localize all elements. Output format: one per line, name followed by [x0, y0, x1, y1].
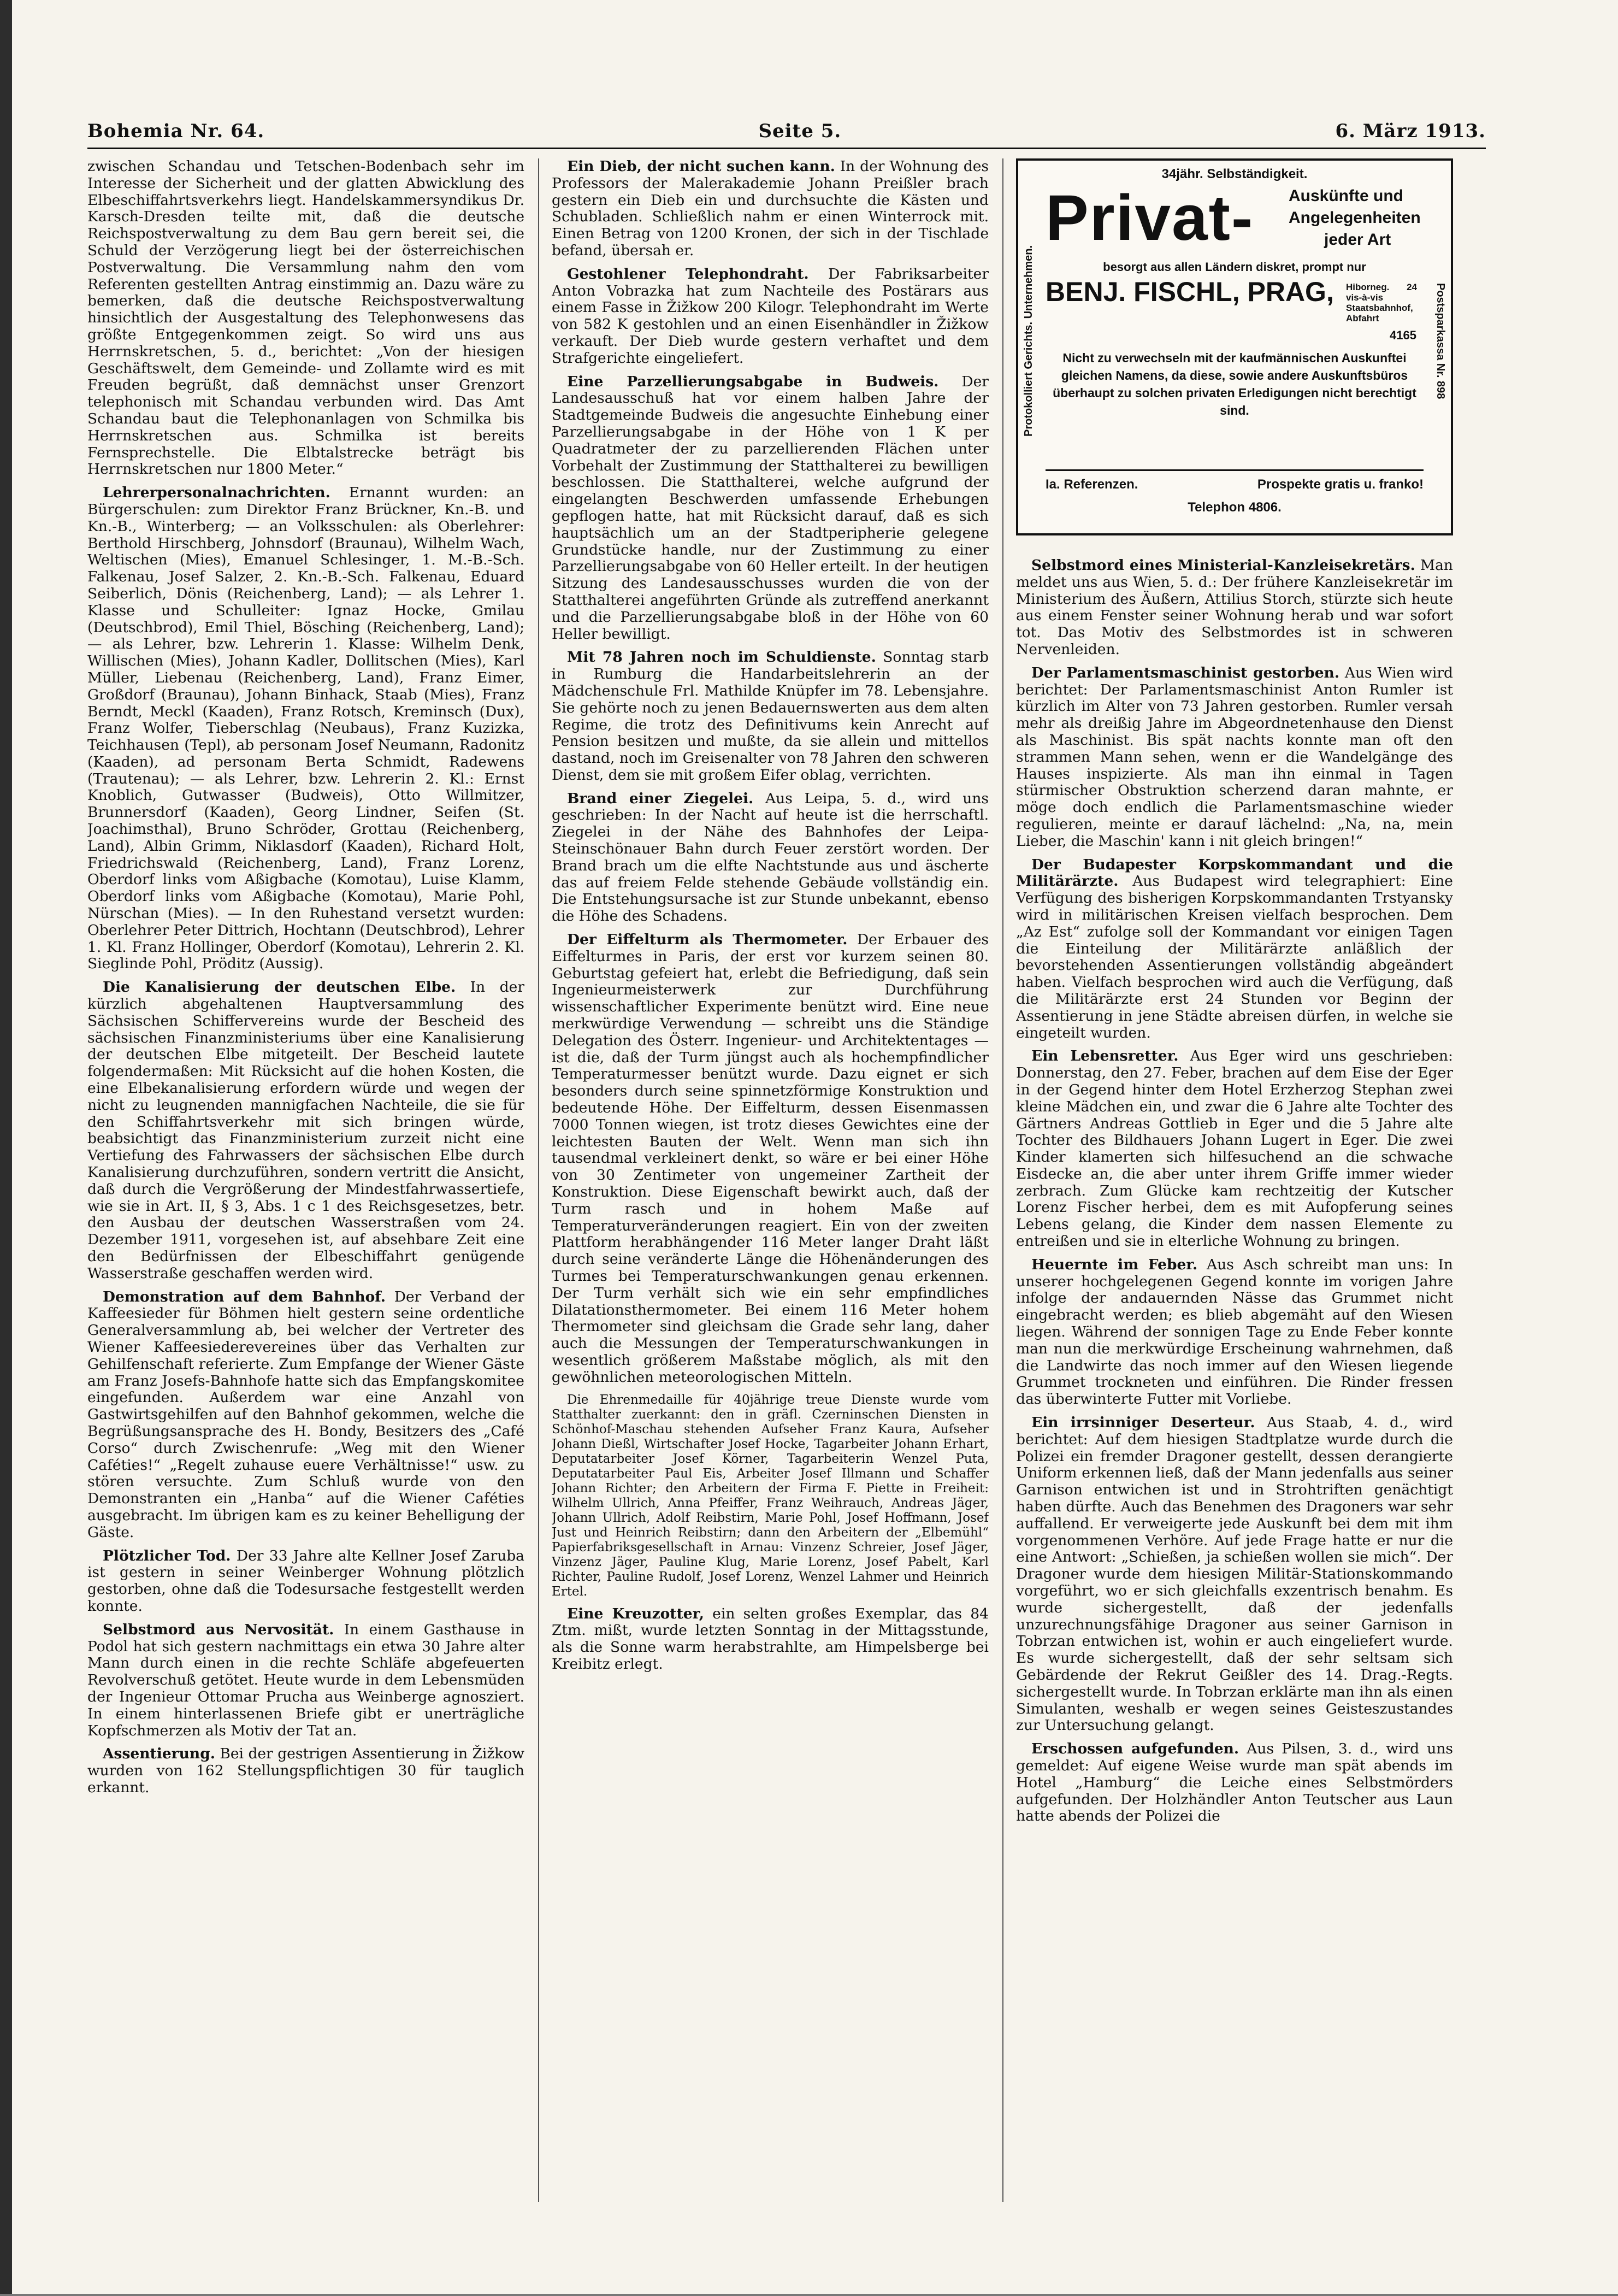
article-headline: Heuernte im Feber.: [1031, 1256, 1198, 1273]
article-body: Die Ehrenmedaille für 40jährige treue Dienste wurde vom Statthalter zuerkannt: den in gräfl. Czerninschen Diensten in Schönhof-Maschau stehenden Aufseher Franz Kaura, Aufseher Johann Dießl, Wirtschafter Josef Hocke, Tagarbeiter Johann Erhart, Deputatarbeiter Josef Körner, Tagarbeiterin Wenzel Puta, Deputatarbeiter Paul Eis, Arbeiter Josef Illmann und Schaffer Johann Richter; den Arbeitern der Firma F. Piette in Freiheit: Wilhelm Ullrich, Anna Pfeiffer, Franz Weihrauch, Andreas Jäger, Johann Ullrich, Adolf Reibstirn, Marie Pohl, Josef Hoffmann, Josef Just und Heinrich Reibstirn; dann den Arbeitern der „Elbemühl“ Papierfabriksgesellschaft in Arnau: Vinzenz Schreier, Josef Jäger, Vinzenz Jäger, Pauline Klug, Marie Lorenz, Josef Pabelt, Karl Richter, Pauline Rudolf, Josef Lorenz, Wenzel Lahmer und Heinrich Ertel.: [552, 1392, 989, 1599]
ad-telephone: Telephon 4806.: [1188, 500, 1282, 515]
ad-line-1: besorgt aus allen Ländern diskret, prompt nur: [1103, 260, 1366, 274]
article-headline: Demonstration auf dem Bahnhof.: [103, 1288, 386, 1305]
article-body: Aus Asch schreibt man uns: In unserer hochgelegenen Gegend konnte im vorigen Jahre infolge der andauernden Nässe das Grummet nicht eingebracht werden; es blieb abgemäht auf den Wiesen liegen. Während der sonnigen Tage zu Ende Feber konnte man nun die merkwürdige Erscheinung wahrnehmen, daß die Landwirte das noch immer auf den Wiesen liegende Grummet trockneten und einführen. Die Rinder fressen das überwinterte Futter mit Vorliebe.: [1016, 1256, 1453, 1408]
article-body: Man meldet uns aus Wien, 5. d.: Der frühere Kanzleisekretär im Ministerium des Äußern, Attilius Storch, stürzte sich heute aus einem Fenster seiner Wohnung herab und war sofort tot. Das Motiv des Selbstmordes ist in schweren Nervenleiden.: [1016, 557, 1453, 658]
article-headline: Eine Kreuzotter,: [567, 1605, 704, 1622]
article-body: Der Verband der Kaffeesieder für Böhmen hielt gestern seine ordentliche Generalversammlung ab, bei welcher der Vertreter des Wiener Kaffeesiederevereines über das Verhalten zur Gehilfenschaft referierte. Zum Empfange der Wiener Gäste am Franz Josefs-Bahnhofe hatte sich das Empfangskomitee eingefunden. Außerdem war eine Anzahl von Gastwirtsgehilfen auf den Bahnhof gekommen, welche die Begrüßungsansprache des H. Bondy, Besitzers des „Café Corso“ durch Zwischenrufe: „Weg mit den Wiener Caféties!“ „Regelt zuhause euere Verhältnisse!“ usw. zu stören versuchte. Zum Schluß wurde von den Demonstranten ein „Hanba“ auf die Wiener Caféties ausgebracht. Im übrigen kam es zu keiner Behelligung der Gäste.: [87, 1288, 524, 1541]
ad-subhead-2: Angelegenheiten: [1289, 209, 1421, 227]
article-paragraph: [1016, 665, 1453, 850]
article-paragraph: [1016, 1415, 1453, 1734]
article-headline: Der Eiffelturm als Thermometer.: [567, 931, 848, 949]
article-headline: Der Budapester Korpskommandant und die Militärärzte.: [1016, 856, 1453, 890]
article-paragraph: [1016, 857, 1453, 1042]
article-body: Aus Eger wird uns geschrieben: Donnerstag, den 27. Feber, brachen auf dem Eise der Eger in der Gegend hinter dem Hotel Erzherzog Stephan zwei kleine Mädchen ein, und zwar die 6 Jahre alte Tochter des Gärtners Andreas Gottlieb in Eger und die 5 Jahre alte Tochter des Bildhauers Johann Lugert in Eger. Die zwei Kinder klamerten sich hilfesuchend an die schwache Eisdecke an, die aber unter ihrem Griffe immer wieder zerbrach. Zum Glücke kam rechtzeitig der Kutscher Lorenz Fischer herbei, dem es mit Aufopferung seines Lebens gelang, die Kinder dem nassen Elemente zu entreißen und sie in elterliche Wohnung zu bringen.: [1016, 1047, 1453, 1250]
article-headline: Assentierung.: [103, 1745, 215, 1763]
ad-side-text-left: Protokolliert Gerichts. Unternehmen.: [1023, 245, 1035, 437]
article-paragraph: [87, 158, 524, 478]
article-headline: Erschossen aufgefunden.: [1031, 1740, 1239, 1758]
article-paragraph: [552, 1606, 989, 1673]
article-body: Bei der gestrigen Assentierung in Žižkow wurden von 162 Stellungspflichtigen 30 für tauglich erkannt.: [87, 1745, 524, 1796]
scan-edge: [0, 0, 12, 2296]
article-body: Der 33 Jahre alte Kellner Josef Zaruba ist gestern in seiner Weinberger Wohnung plötzlich gestorben, ohne daß die Todesursache festgestellt werden konnte.: [87, 1547, 524, 1615]
article-paragraph: [87, 1289, 524, 1541]
article-paragraph: [87, 1548, 524, 1615]
scan-edge-bottom: [0, 2294, 1618, 2296]
article-body: Ernannt wurden: an Bürgerschulen: zum Direktor Franz Brückner, Kn.-B. und Kn.-B., Winterberg; — an Volksschulen: als Oberlehrer: Berthold Hirschberg, Johnsdorf (Braunau), Wilhelm Wach, Weltischen (Mies), Emanuel Schlesinger, 1. M.-B.-Sch. Falkenau, Josef Salzer, 2. Kn.-B.-Sch. Falkenau, Eduard Seiberlich, Dönis (Reichenberg, Land); — als Lehrer 1. Klasse und Schulleiter: Ignaz Hocke, Gmilau (Deutschbrod), Emil Thiel, Bösching (Reichenberg, Land); — als Lehrer, bzw. Lehrerin 1. Klasse: Wilhelm Denk, Willischen (Mies), Johann Kadler, Dollitschen (Mies), Karl Müller, Liebenau (Reichenberg, Land), Franz Eimer, Großdorf (Braunau), Johann Binhack, Staab (Mies), Franz Berndt, Meckl (Kaaden), Franz Rotsch, Kreminsch (Dux), Franz Wolfer, Tieberschlag (Neubaus), Franz Kuzizka, Teichhausen (Tepl), ab personam Josef Neumann, Radonitz (Kaaden), ad personam Berta Schmidt, Radewens (Trautenau); — als Lehrer, bzw. Lehrerin 2. Kl.: Ernst Knoblich, Gutwasser (Budweis), Otto Willmitzer, Brunnersdorf (Kaaden), Georg Lindner, Seifen (St. Joachimsthal), Bruno Schröder, Grottau (Reichenberg, Land), Albin Grimm, Niklasdorf (Kaaden), Richard Holt, Friedrichswald (Reichenberg, Land), Franz Lorenz, Oberdorf links vom Aßigbache (Komotau), Luise Klamm, Oberdorf links vom Aßigbache (Komotau), Marie Pohl, Nürschan (Mies). — In den Ruhestand versetzt wurden: Oberlehrer Peter Dittrich, Hochtann (Deutschbrod), Lehrer 1. Kl. Franz Hollinger, Oberdorf (Komotau), Lehrerin 2. Kl. Sieglinde Pohl, Pröditz (Aussig).: [87, 484, 524, 973]
article-body: Aus Pilsen, 3. d., wird uns gemeldet: Auf eigene Weise wurde man spät abends im Hotel „Hamburg“ die Leiche eines Selbstmörders aufgefunden. Der Holzhändler Anton Teutscher aus Laun hatte abends der Polizei die: [1016, 1740, 1453, 1825]
column-rule: [1002, 158, 1003, 2202]
ad-headline: Privat-: [1046, 182, 1254, 254]
ad-phone-number: 4165: [1390, 328, 1416, 342]
ad-disclaimer: Nicht zu verwechseln mit der kaufmännischen Auskunftei gleichen Namens, da diese, sowie andere Auskunftsbüros überhaupt zu solchen privaten Erledigungen nicht berechtigt sind.: [1053, 351, 1416, 417]
header-date: 6. März 1913.: [1335, 120, 1486, 142]
article-paragraph: [87, 1746, 524, 1796]
article-body: Der Fabriksarbeiter Anton Vobrazka hat zum Nachteile des Postärars aus einem Fasse in Žižkow 200 Kilogr. Telephondraht im Werte von 582 K gestohlen und an einen Eisenhändler in Žižkow verkauft. Der Dieb wurde gestern verhaftet und dem Strafgerichte eingeliefert.: [552, 265, 989, 367]
article-paragraph: [87, 979, 524, 1282]
article-headline: Eine Parzellierungsabgabe in Budweis.: [567, 373, 939, 390]
article-headline: Ein Dieb, der nicht suchen kann.: [567, 158, 835, 175]
article-paragraph: [552, 266, 989, 367]
article-body: In der kürzlich abgehaltenen Hauptversammlung des Sächsischen Schiffervereins wurde der Bescheid des sächsischen Finanzministeriums über eine Kanalisierung der deutschen Elbe mitgeteilt. Der Bescheid lautete folgendermaßen: Mit Rücksicht auf die hohen Kosten, die eine Elbekanalisierung erfordern würde und wegen der nicht zu leugnenden mannigfachen Nachteile, die sie für den Schiffahrtsverkehr mit sich bringen würde, beabsichtigt das Finanzministerium zurzeit nicht eine Vertiefung des Fahrwassers der sächsischen Elbe durch Kanalisierung durchzuführen, sondern vertritt die Ansicht, daß durch die Vergrößerung der Mindestfahrwassertiefe, wie sie in Art. II, § 3, Abs. 1 c 1 des Reichsgesetzes, betr. den Ausbau der deutschen Wasserstraßen vom 24. Dezember 1911, vorgesehen ist, auf absehbare Zeit eine den Bedürfnissen der Elbeschiffahrt genügende Wasserstraße geschaffen werden wird.: [87, 979, 524, 1282]
article-paragraph: [552, 791, 989, 925]
article-paragraph: [552, 649, 989, 784]
article-paragraph: [1016, 1048, 1453, 1250]
column-rule: [538, 158, 539, 2202]
ad-subhead-3: jeder Art: [1324, 231, 1391, 249]
article-headline: Die Kanalisierung der deutschen Elbe.: [103, 979, 456, 996]
article-paragraph: [552, 374, 989, 643]
ad-business-name: BENJ. FISCHL, PRAG,: [1046, 276, 1334, 307]
article-headline: Selbstmord aus Nervosität.: [103, 1621, 334, 1638]
article-headline: Lehrerpersonalnachrichten.: [103, 484, 330, 502]
article-body: Der Landesausschuß hat vor einem halben Jahre der Stadtgemeinde Budweis die angesuchte Einhebung einer Parzellierungsabgabe in der Höhe von 1 K per Quadratmeter der zu parzellierenden Flächen unter Vorbehalt der Zustimmung der Statthalterei zu bewilligen beschlossen. Die Statthalterei, welche aufgrund der eingelangten Beschwerden umfassende Erhebungen gepflogen hatte, hat mit Rücksicht darauf, daß es sich hauptsächlich um an der Stadtperipherie gelegene Grundstücke handle, nur der Zustimmung zu einer Parzellierungsabgabe von 60 Heller erteilt. In der heutigen Sitzung des Landesausschusses wurden die von der Statthalterei angeführten Gründe als zutreffend anerkannt und die Parzellierungsabgabe bloß in der Höhe von 60 Heller bewilligt.: [552, 373, 989, 643]
column-2: [552, 158, 989, 2235]
article-paragraph: [552, 158, 989, 260]
article-headline: Plötzlicher Tod.: [103, 1547, 231, 1564]
header-page-number: Seite 5.: [758, 120, 842, 142]
article-body: Der Erbauer des Eiffelturmes in Paris, der erst vor kurzem seinen 80. Geburtstag gefeiert hat, erlebt die Befriedigung, daß sein Ingenieurmeisterwerk zur Durchführung wissenschaftlicher Experimente benützt wird. Eine neue merkwürdige Verwendung — schreibt uns die Ständige Delegation des Österr. Ingenieur- und Architektentages — ist die, daß der Turm jüngst auch als hochempfindlicher Temperaturmesser benützt wurde. Dazu eignet er sich besonders durch seine spinnetzförmige Konstruktion und bedeutende Höhe. Der Eiffelturm, dessen Eisenmassen 7000 Tonnen wiegen, ist trotz dieses Gewichtes eine der leichtesten Bauten der Welt. Wenn man sich ihn tausendmal verkleinert denkt, so wäre er bei einer Höhe von 30 Zentimeter von ungemeiner Zartheit der Konstruktion. Diese Eigenschaft bewirkt auch, daß der Turm rasch und in hohem Maße auf Temperaturveränderungen reagiert. Ein von der zweiten Plattform herabhängender 116 Meter langer Draht läßt durch seine veränderte Länge die Höhenänderungen des Turmes bei Temperaturschwankungen genau erkennen. Der Turm verhält sich wie ein sehr empfindliches Dilatationsthermometer. Bei einem 116 Meter hohem Thermometer sind gleichsam die Grade sehr lang, daher auch die Messungen der Temperaturschwankungen in wesentlich größerem Maßstabe möglich, als mit den gewöhnlichen meteorologischen Mitteln.: [552, 931, 989, 1386]
article-body: Aus Wien wird berichtet: Der Parlamentsmaschinist Anton Rumler ist kürzlich im Alter von 73 Jahren gestorben. Rumler versah mehr als dreißig Jahre im Abgeordnetenhause den Dienst als Maschinist. Bis spät nachts konnte man oft den strammen Mann sehen, wenn er die Wandelgänge des Hauses inspizierte. Als man ihn einmal in Tagen stürmischer Obstruktion scherzend daran mahnte, er möge doch endlich die Parlamentsmaschine wieder regulieren, meinte er darauf lächelnd: „Na, na, mein Lieber, die Maschin' kann i nit gleich bringen!“: [1016, 664, 1453, 850]
article-paragraph: [552, 1393, 989, 1599]
ad-top-line: 34jähr. Selbständigkeit.: [1161, 167, 1308, 181]
column-1: [87, 158, 524, 2235]
ad-footer: [1046, 469, 1424, 493]
article-paragraph: [87, 485, 524, 973]
article-body: Aus Budapest wird telegraphiert: Eine Verfügung des bisherigen Korpskommandanten Trstyansky wird in militärischen Kreisen vielfach besprochen. Dem „Az Est“ zufolge soll der Kommandant vor einigen Tagen die Einteilung der Militärärzte anläßlich der bevorstehenden Assentierungen vollständig abgeändert haben. Vielfach besprochen wird auch die Verfügung, daß die Militärärzte erst 24 Stunden vor Beginn der Assentierung in jene Städte abreisen dürfen, in welche sie eingeteilt wurden.: [1016, 873, 1453, 1041]
article-body: In der Wohnung des Professors der Malerakademie Johann Preißler brach gestern ein Dieb ein und durchsuchte die Kästen und Schubladen. Schließlich nahm er einen Winterrock mit. Einen Betrag von 1200 Kronen, der sich in der Tischlade befand, übersah er.: [552, 158, 989, 259]
ad-references: Ia. Referenzen.: [1046, 477, 1138, 492]
column-3-articles: [1016, 557, 1453, 1825]
article-paragraph: [1016, 1741, 1453, 1825]
article-paragraph: [552, 932, 989, 1386]
article-body: ein selten großes Exemplar, das 84 Ztm. mißt, wurde letzten Sonntag in der Mittagsstunde, als die Sonne warm herabstrahlte, am Himpelsberge bei Kreibitz erlegt.: [552, 1605, 989, 1673]
article-headline: Ein Lebensretter.: [1031, 1047, 1179, 1065]
article-paragraph: [1016, 1257, 1453, 1408]
advertisement-privat: [1016, 158, 1453, 535]
ad-side-text-right: Postsparkassa Nr. 898: [1434, 282, 1446, 399]
ad-prospectus: Prospekte gratis u. franko!: [1257, 477, 1424, 492]
article-headline: Mit 78 Jahren noch im Schuldienste.: [567, 649, 876, 666]
article-body: In einem Gasthause in Podol hat sich gestern nachmittags ein etwa 30 Jahre alter Mann durch einen in die rechte Schläfe abgefeuerten Revolverschuß getötet. Heute wurde in dem Lebensmüden der Ingenieur Ottomar Prucha aus Weinberge agnosziert. In einem hinterlassenen Briefe gibt er unerträgliche Kopfschmerzen als Motiv der Tat an.: [87, 1621, 524, 1739]
article-paragraph: [87, 1622, 524, 1740]
article-body: Aus Leipa, 5. d., wird uns geschrieben: In der Nacht auf heute ist die herrschaftl. Ziegelei in der Nähe des Bahnhofes der Leipa-Steinschönauer Bahn durch Feuer zerstört worden. Der Brand brach um die elfte Nachtstunde aus und äscherte das auf freiem Felde stehende Gebäude vollständig ein. Die Entstehungsursache ist zur Stunde unbekannt, ebenso die Höhe des Schadens.: [552, 790, 989, 925]
article-headline: Ein irrsinniger Deserteur.: [1031, 1414, 1255, 1432]
ad-subhead-1: Auskünfte und: [1289, 187, 1403, 205]
article-body: Aus Staab, 4. d., wird berichtet: Auf dem hiesigen Stadtplatze wurde durch die Polizei ein fremder Dragoner gestellt, dessen derangierte Uniform erkennen ließ, daß der Mann jedenfalls aus seiner Garnison entwichen ist und in Strohtriften genächtigt haben dürfte. Auch das Benehmen des Dragoners war sehr auffallend. Er verweigerte jede Auskunft bei dem mit ihm vorgenommenen Verhöre. Auf jede Frage hatte er nur die eine Antwort: „Schießen, ja schießen wollen sie mich“. Der Dragoner wurde dem hiesigen Militär-Stationskommando vorgeführt, wo er sich gleichfalls exzentrisch benahm. Es wurde sichergestellt, daß der jedenfalls unzurechnungsfähige Dragoner aus seiner Garnison in Tobrzan entwichen ist, wohin er auch eingeliefert wurde. Es wurde sichergestellt, daß der sehr seltsam sich Gebärdende der Rekrut Geißler des 14. Drag.-Regts. sichergestellt wurde. In Tobrzan erklärte man ihn als einen Simulanten, weshalb er wegen seines Geisteszustandes zur Untersuchung gelangt.: [1016, 1414, 1453, 1734]
newspaper-page: [87, 120, 1486, 2240]
article-body: zwischen Schandau und Tetschen-Bodenbach sehr im Interesse der Sicherheit und der glatten Abwicklung des Elbeschiffahrtsverkehrs liegt. Handelskammersyndikus Dr. Karsch-Dresden teilte mit, daß die deutsche Reichspostverwaltung zu dem Bau gern bereit sei, die Schuld der Verzögerung liegt bei der österreichischen Postverwaltung. Die Versammlung nahm den vom Referenten gestellten Antrag einstimmig an. Dazu wäre zu bemerken, daß die deutsche Reichspostverwaltung hinsichtlich der Ausgestaltung des Telephonwesens das größte Entgegenkommen zeigt. So wird uns aus Herrnskretschen, 5. d., berichtet: „Von der hiesigen Geschäftswelt, dem Gemeinde- und Zollamte wird es mit Freuden begrüßt, daß demnächst unser Grenzort telephonisch mit Schandau verbunden wird. Das Amt Schandau baut die Telephonanlagen von Schmilka bis Herrnskretschen aus. Schmilka ist bereits Fernsprechstelle. Die Elbtalstrecke beträgt bis Herrnskretschen nur 1800 Meter.“: [87, 158, 524, 478]
article-headline: Der Parlamentsmaschinist gestorben.: [1031, 664, 1340, 681]
page-header: [87, 120, 1486, 149]
article-paragraph: [1016, 557, 1453, 658]
article-headline: Selbstmord eines Ministerial-Kanzleisekretärs.: [1031, 557, 1415, 574]
ad-address: Hiborneg. 24 vis-à-vis Staatsbahnhof, Abfahrt: [1346, 282, 1417, 323]
column-3: [1016, 158, 1453, 2235]
article-headline: Gestohlener Telephondraht.: [567, 265, 809, 282]
article-body: Sonntag starb in Rumburg die Handarbeitslehrerin an der Mädchenschule Frl. Mathilde Knüpfer im 78. Lebensjahre. Sie gehörte noch zu jenen Bedauernswerten aus dem alten Regime, die trotz des Definitivums kein Anrecht auf Pension besitzen und mußte, da sie allein und mittellos dastand, noch im Greisenalter von 78 Jahren den schweren Dienst, dem sie mit großem Eifer oblag, verrichten.: [552, 649, 989, 784]
article-headline: Brand einer Ziegelei.: [567, 790, 754, 807]
header-paper-title: Bohemia Nr. 64.: [87, 120, 265, 142]
